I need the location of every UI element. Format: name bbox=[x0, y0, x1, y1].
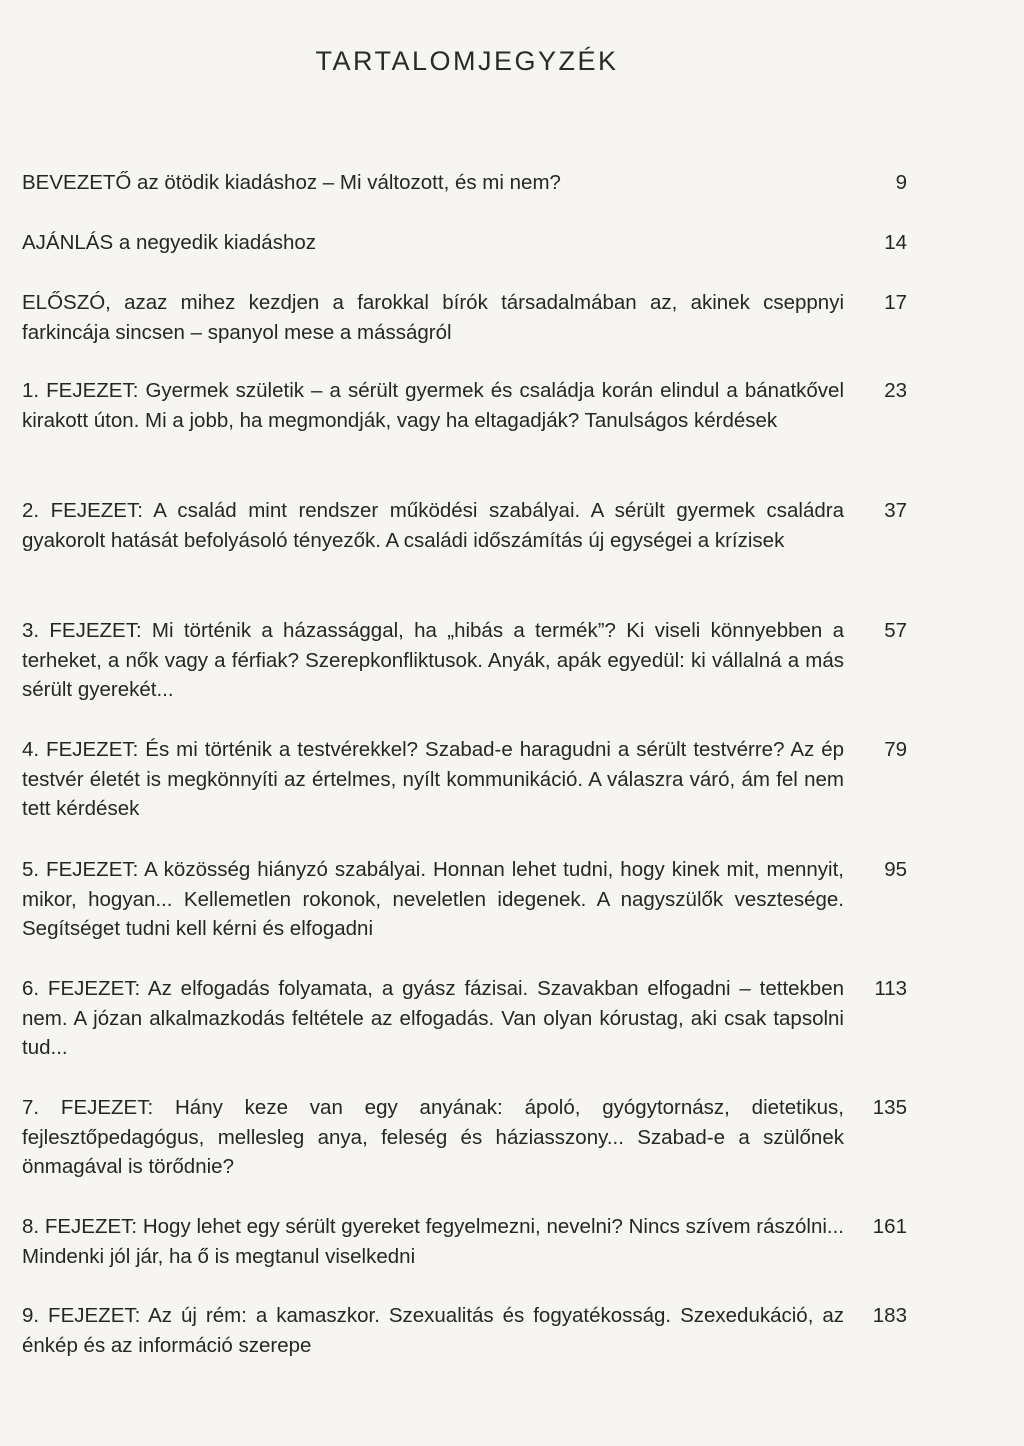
toc-entry-page-number: 23 bbox=[884, 379, 907, 402]
toc-entry-text: 6. FEJEZET: Az elfogadás folyamata, a gyász fázisai. Szavakban elfogadni – tettekben nem. A józan alkalmazkodás feltétele az elfogadás. Van olyan kórustag, aki csak tapsolni tud... bbox=[22, 977, 844, 1059]
toc-entry-text: 1. FEJEZET: Gyermek születik – a sérült gyermek és családja korán elindul a bánatkővel kirakott úton. Mi a jobb, ha megmondják, vagy ha eltagadják? Tanulságos kérdések bbox=[22, 379, 844, 432]
toc-entry-text: 2. FEJEZET: A család mint rendszer működési szabályai. A sérült gyermek családra gyakorolt hatását befolyásoló tényezők. A családi időszámítás új egységei a krízisek bbox=[22, 499, 844, 552]
page-title: TARTALOMJEGYZÉK bbox=[315, 46, 619, 76]
toc-entry-text: 4. FEJEZET: És mi történik a testvérekkel? Szabad-e haragudni a sérült testvérre? Az ép testvér életét is megkönnyíti az értelmes, nyílt kommunikáció. A válaszra váró, ám fel nem tett kérdések bbox=[22, 738, 844, 820]
toc-entry-page-number: 161 bbox=[872, 1215, 907, 1238]
toc-entry-text: 7. FEJEZET: Hány keze van egy anyának: ápoló, gyógytornász, dietetikus, fejlesztőpedagógus, mellesleg anya, feleség és háziasszony... Szabad-e a szülőnek önmagával is törődnie? bbox=[22, 1096, 844, 1178]
toc-entry-page-number: 57 bbox=[884, 619, 907, 642]
toc-entry-text: 3. FEJEZET: Mi történik a házassággal, ha „hibás a termék”? Ki viseli könnyebben a terheket, a nők vagy a férfiak? Szerepkonfliktusok. Anyák, apák egyedül: ki vállalná a más sérült gyerekét... bbox=[22, 619, 844, 701]
toc-entry-page-number: 113 bbox=[874, 977, 907, 1000]
toc-entry-text: BEVEZETŐ az ötödik kiadáshoz – Mi változott, és mi nem? bbox=[22, 171, 561, 194]
toc-entry-page-number: 95 bbox=[884, 858, 907, 881]
toc-entry-page-number: 79 bbox=[884, 738, 907, 761]
toc-entry-text: 9. FEJEZET: Az új rém: a kamaszkor. Szexualitás és fogyatékosság. Szexedukáció, az énkép és az információ szerepe bbox=[22, 1304, 844, 1357]
toc-entry-text: 5. FEJEZET: A közösség hiányzó szabályai. Honnan lehet tudni, hogy kinek mit, mennyit, mikor, hogyan... Kellemetlen rokonok, neveletlen idegenek. A nagyszülők vesztesége. Segítséget tudni kell kérni és elfogadni bbox=[22, 858, 844, 940]
toc-entry-page-number: 17 bbox=[884, 291, 907, 314]
toc-entry-text: ELŐSZÓ, azaz mihez kezdjen a farokkal bírók társadalmában az, akinek cseppnyi farkincája sincsen – spanyol mese a másságról bbox=[22, 291, 844, 344]
toc-entry-page-number: 37 bbox=[884, 499, 907, 522]
toc-entry-page-number: 9 bbox=[895, 171, 907, 194]
toc-entry-page-number: 14 bbox=[884, 231, 907, 254]
toc-entry-page-number: 135 bbox=[872, 1096, 907, 1119]
toc-entry-text: AJÁNLÁS a negyedik kiadáshoz bbox=[22, 231, 317, 254]
toc-entry-text: 8. FEJEZET: Hogy lehet egy sérült gyereket fegyelmezni, nevelni? Nincs szívem rászólni... Mindenki jól jár, ha ő is megtanul viselkedni bbox=[22, 1215, 844, 1268]
toc-entry-page-number: 183 bbox=[872, 1304, 907, 1327]
